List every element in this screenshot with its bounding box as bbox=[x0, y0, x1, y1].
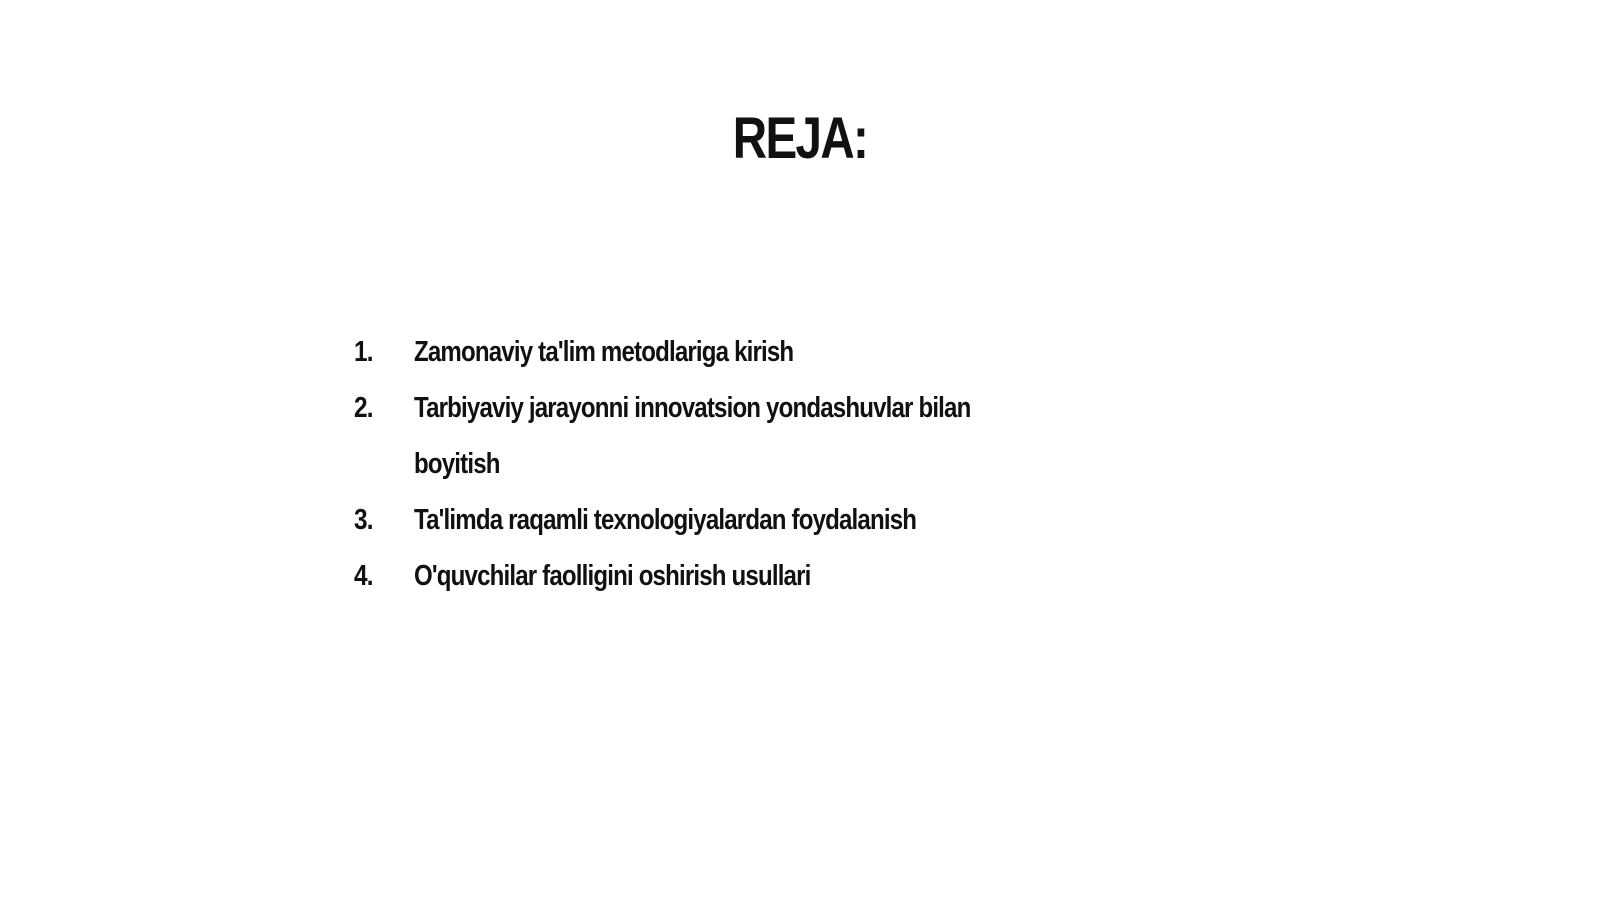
plan-item-number: 4. bbox=[354, 560, 373, 592]
plan-list bbox=[354, 324, 1114, 604]
plan-item-text-box bbox=[414, 548, 1014, 604]
plan-item-text: Tarbiyaviy jarayonni innovatsion yondashuvlar bilan boyitish bbox=[414, 392, 971, 480]
plan-item-4 bbox=[354, 548, 1114, 604]
plan-item-text: O'quvchilar faolligini oshirish usullari bbox=[414, 560, 811, 592]
plan-item-number: 1. bbox=[354, 336, 373, 368]
plan-item-number: 2. bbox=[354, 392, 373, 424]
slide-title: REJA: bbox=[732, 106, 868, 171]
plan-item-text-box bbox=[414, 492, 1014, 548]
plan-item-2 bbox=[354, 380, 1114, 492]
plan-item-text-box bbox=[414, 380, 1014, 492]
plan-item-1 bbox=[354, 324, 1114, 380]
plan-item-3 bbox=[354, 492, 1114, 548]
plan-item-number: 3. bbox=[354, 504, 373, 536]
plan-item-text: Zamonaviy ta'lim metodlariga kirish bbox=[414, 336, 794, 368]
plan-item-text: Ta'limda raqamli texnologiyalardan foydalanish bbox=[414, 504, 917, 536]
plan-item-text-box bbox=[414, 324, 1014, 380]
